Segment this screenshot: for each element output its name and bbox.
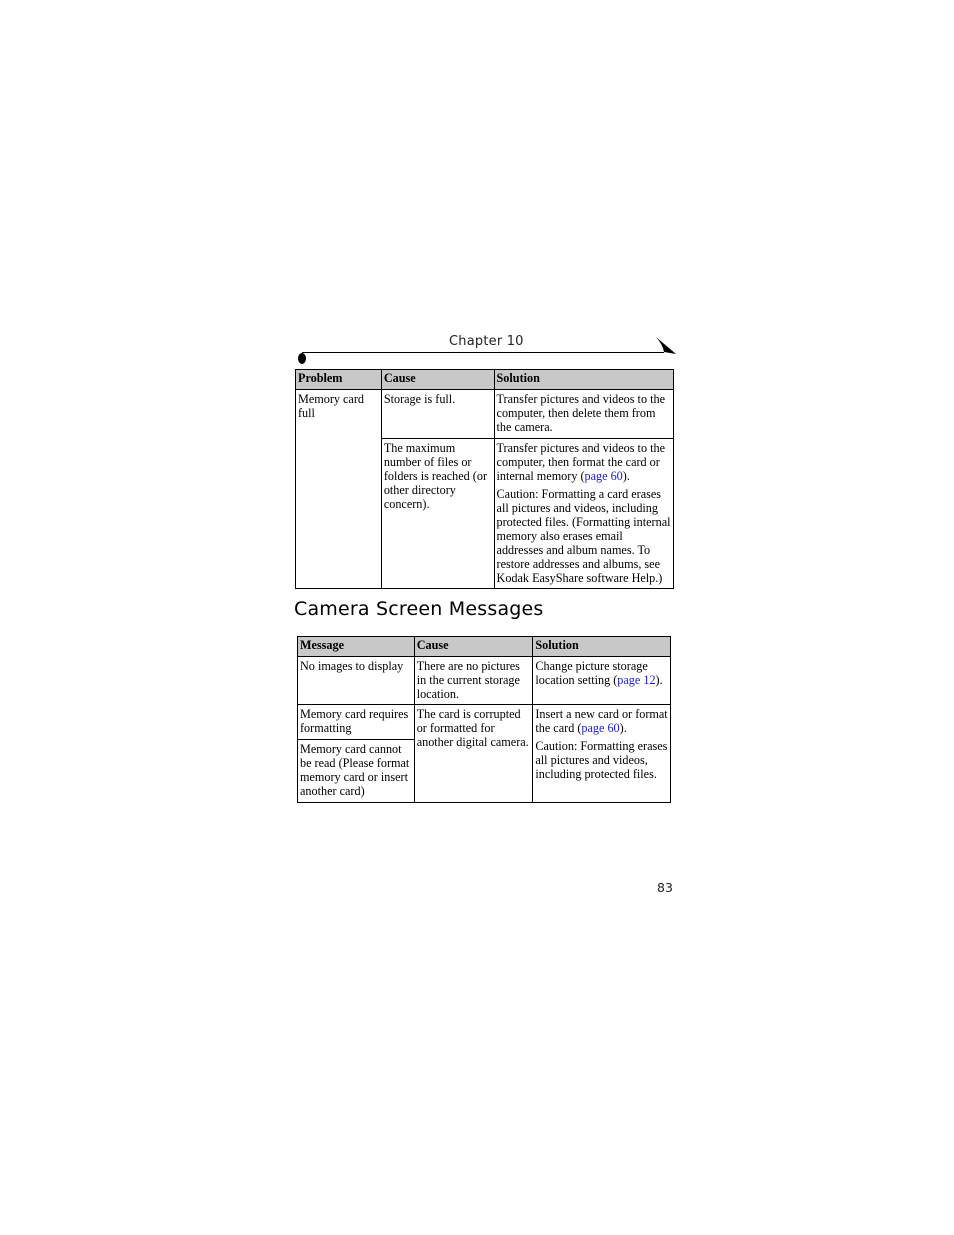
cause-cell: The maximum number of files or folders is reached (or other directory concern). [381, 439, 494, 589]
message-cell: Memory card requires formatting [298, 705, 415, 740]
table-row [296, 390, 674, 439]
page-link[interactable]: page 12 [617, 673, 656, 687]
page-link[interactable]: page 60 [581, 721, 620, 735]
section-title: Camera Screen Messages [294, 598, 544, 620]
cause-cell: There are no pictures in the current storage location. [414, 657, 533, 705]
header-dot-icon [298, 353, 306, 364]
column-header: Cause [414, 637, 533, 657]
column-header: Problem [296, 370, 382, 390]
message-cell: Memory card cannot be read (Please format memory card or insert another card) [298, 740, 415, 803]
cause-cell: Storage is full. [381, 390, 494, 439]
problem-cell: Memory card full [296, 390, 382, 589]
camera-messages-table [297, 636, 671, 803]
solution-cell: Transfer pictures and videos to the computer, then delete them from the camera. [494, 390, 673, 439]
header-corner-icon [654, 337, 678, 355]
solution-cell: Insert a new card or format the card (page 60). Caution: Formatting erases all pictures and videos, including protected files. [533, 705, 671, 803]
page-number: 83 [657, 880, 673, 895]
cause-cell: The card is corrupted or formatted for another digital camera. [414, 705, 533, 803]
solution-cell: Change picture storage location setting (page 12). [533, 657, 671, 705]
page-link[interactable]: page 60 [584, 469, 623, 483]
caution-text: Caution: Formatting a card erases all pictures and videos, including protected files. (Formatting internal memory also erases email addresses and album names. To restore addresses and albums, see Kodak EasyShare software Help.) [496, 487, 671, 585]
table-header-row [298, 637, 671, 657]
solution-cell: Transfer pictures and videos to the computer, then format the card or internal memory (page 60). Caution: Formatting a card erases all pictures and videos, including protected files. (Formatting internal memory also erases email addresses and album names. To restore addresses and albums, see Kodak EasyShare software Help.) [494, 439, 673, 589]
column-header: Solution [533, 637, 671, 657]
table-header-row [296, 370, 674, 390]
table-row [298, 705, 671, 740]
message-cell: No images to display [298, 657, 415, 705]
column-header: Cause [381, 370, 494, 390]
header-rule [302, 352, 664, 353]
troubleshooting-table [295, 369, 674, 589]
table-row [298, 657, 671, 705]
caution-text: Caution: Formatting erases all pictures and videos, including protected files. [535, 739, 668, 781]
column-header: Solution [494, 370, 673, 390]
column-header: Message [298, 637, 415, 657]
chapter-label: Chapter 10 [449, 334, 524, 349]
